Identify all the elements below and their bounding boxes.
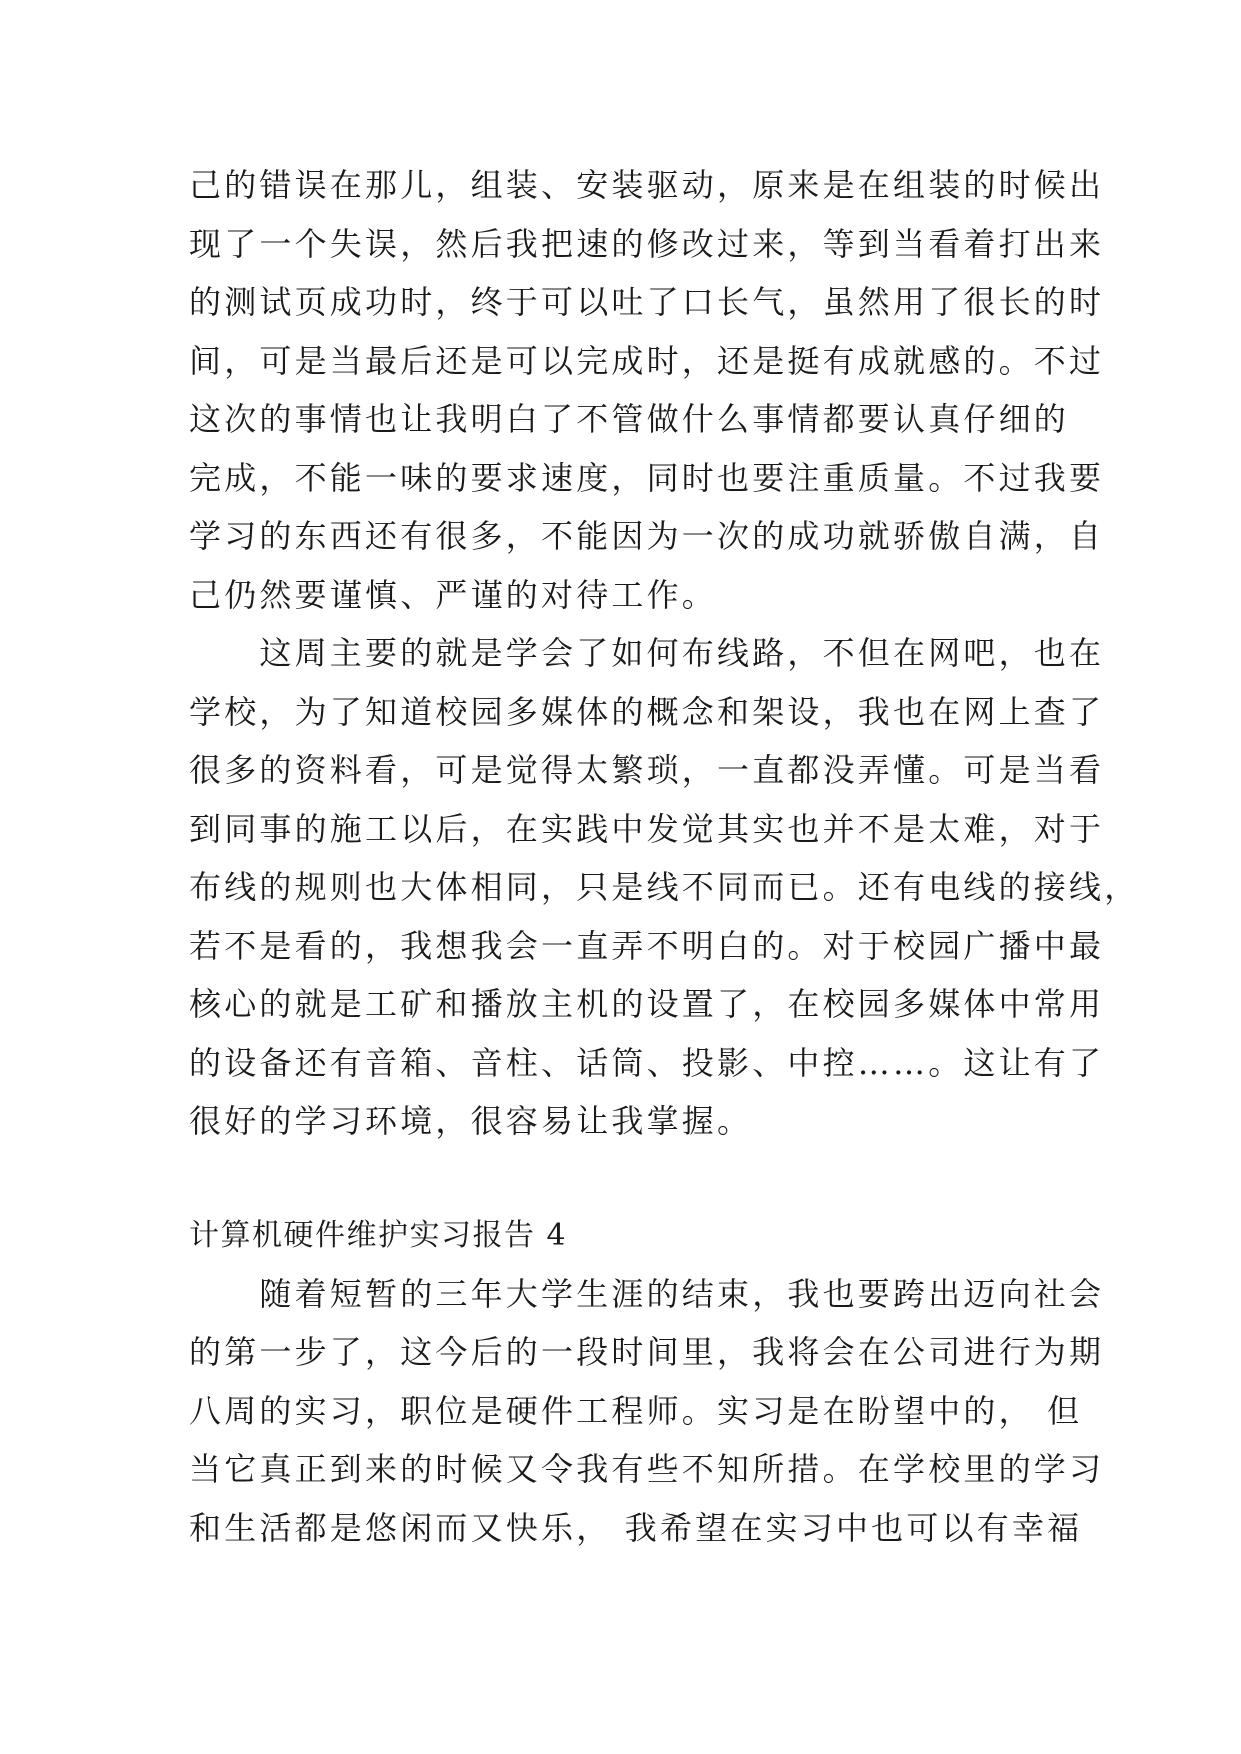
text-line: 己仍然要谨慎、严谨的对待工作。 — [189, 575, 718, 614]
text-line: 这周主要的就是学会了如何布线路，不但在网吧，也在 — [189, 634, 1105, 672]
text-line: 很好的学习环境，很容易让我掌握。 — [189, 1102, 753, 1140]
paragraph-3 — [189, 1265, 1105, 1558]
text-line: 核心的就是工矿和播放主机的设置了，在校园多媒体中常用 — [189, 985, 1105, 1023]
text-line: 很多的资料看，可是觉得太繁琐，一直都没弄懂。可是当看 — [189, 751, 1105, 789]
text-line: 和生活都是悠闲而又快乐， 我希望在实习中也可以有幸福 — [189, 1508, 1083, 1547]
document-page — [189, 156, 1140, 1557]
text-line: 布线的规则也大体相同，只是线不同而已。还有电线的接线， — [189, 868, 1140, 906]
text-line: 学习的东西还有很多，不能因为一次的成功就骄傲自满，自 — [189, 517, 1105, 555]
text-line: 完成，不能一味的要求速度，同时也要注重质量。不过我要 — [189, 458, 1105, 497]
text-line: 的第一步了，这今后的一段时间里，我将会在公司进行为期 — [189, 1333, 1105, 1371]
text-line: 间，可是当最后还是可以完成时，还是挺有成就感的。不过 — [189, 341, 1105, 380]
paragraph-gap — [189, 1151, 1059, 1207]
text-line: 的测试页成功时，终于可以吐了口长气，虽然用了很长的时 — [189, 283, 1105, 321]
text-line: 到同事的施工以后，在实践中发觉其实也并不是太难，对于 — [189, 809, 1105, 848]
text-line: 这次的事情也让我明白了不管做什么事情都要认真仔细的 — [189, 400, 1070, 438]
text-line: 八周的实习，职位是硬件工程师。实习是在盼望中的， 但 — [189, 1391, 1083, 1430]
text-line: 若不是看的，我想我会一直弄不明白的。对于校园广播中最 — [189, 926, 1105, 965]
paragraph-1 — [189, 156, 1105, 624]
text-line: 学校，为了知道校园多媒体的概念和架设，我也在网上查了 — [189, 692, 1105, 731]
text-line: 现了一个失误，然后我把速的修改过来，等到当看着打出来 — [189, 224, 1105, 263]
text-line: 随着短暂的三年大学生涯的结束，我也要跨出迈向社会 — [189, 1274, 1105, 1313]
text-line: 当它真正到来的时候又令我有些不知所措。在学校里的学习 — [189, 1450, 1105, 1488]
text-line: 的设备还有音箱、音柱、话筒、投影、中控……。这让有了 — [189, 1043, 1105, 1082]
text-line: 己的错误在那儿，组装、安装驱动，原来是在组装的时候出 — [189, 166, 1105, 204]
section-heading: 计算机硬件维护实习报告 4 — [189, 1217, 568, 1253]
paragraph-2 — [189, 624, 1140, 1151]
